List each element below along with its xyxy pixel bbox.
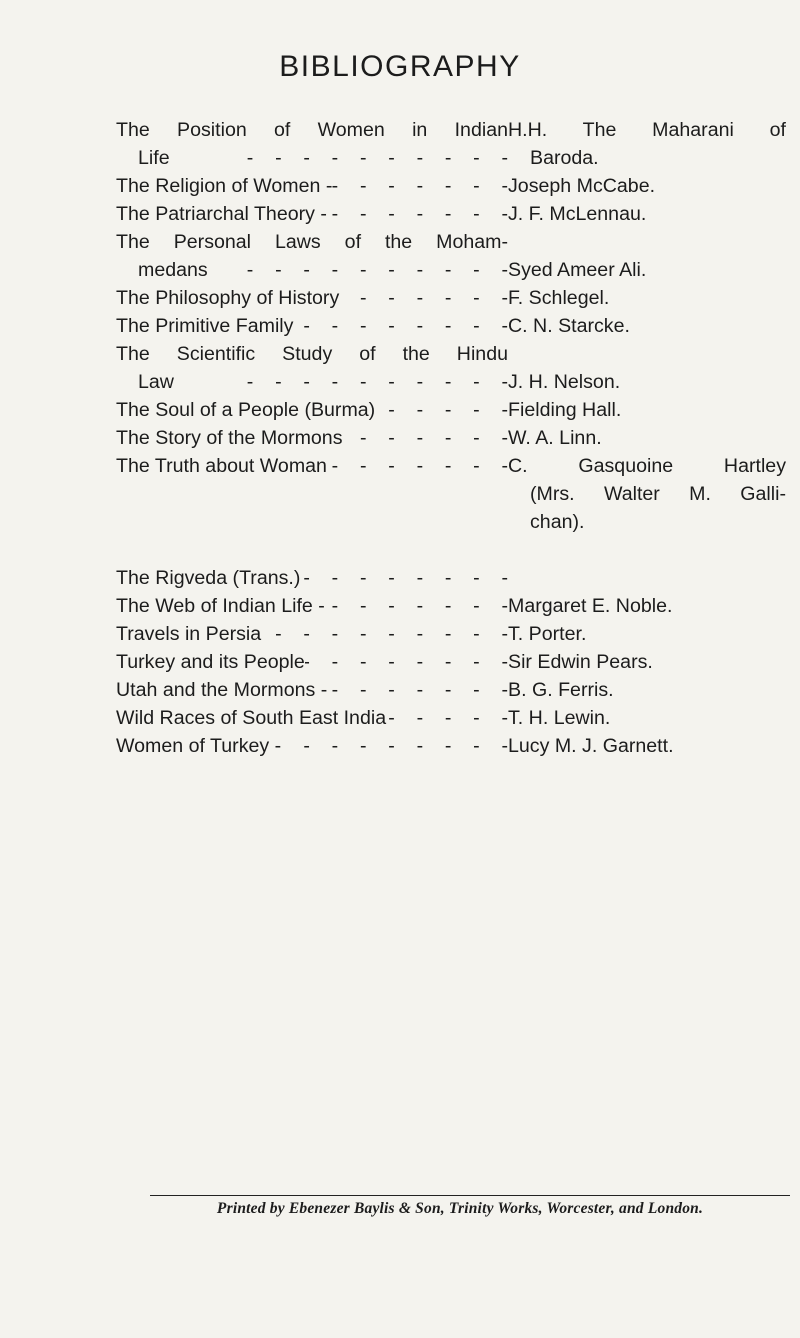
leader-dashes: [339, 284, 508, 312]
bibliography-entry: [116, 116, 786, 172]
bibliography-entry: [116, 452, 786, 536]
title-line: [116, 452, 508, 480]
leader-dashes: [208, 256, 508, 284]
entry-author: [508, 312, 786, 340]
leader-dashes: [327, 452, 508, 480]
entry-author: [508, 732, 786, 760]
entry-title: [116, 564, 508, 592]
leader-dashes: [325, 592, 508, 620]
author-line: Lucy M. J. Garnett.: [508, 735, 674, 757]
author-line: Fielding Hall.: [508, 399, 622, 421]
entry-author: [508, 676, 786, 704]
bibliography-entry: [116, 424, 786, 452]
leader-dashes: [332, 172, 508, 200]
leader-dashes: [343, 424, 508, 452]
title-line: [116, 284, 508, 312]
entry-title: [116, 284, 508, 312]
author-line: Joseph McCabe.: [508, 175, 656, 197]
bibliography-entry: [116, 340, 786, 396]
entry-author: [508, 116, 786, 172]
title-text: The Story of the Mormons: [116, 427, 343, 449]
title-text: The Religion of Women -: [116, 175, 333, 197]
title-line: [116, 368, 508, 396]
entry-title: [116, 732, 508, 760]
entry-author: [508, 704, 786, 732]
title-text: Turkey and its People: [116, 651, 305, 673]
author-line: (Mrs. Walter M. Galli-: [530, 483, 786, 505]
title-line: [116, 228, 508, 256]
title-line: [116, 676, 508, 704]
title-text: Life: [138, 147, 170, 169]
bibliography-entry: [116, 312, 786, 340]
leader-dashes: [375, 396, 508, 424]
title-line: [116, 172, 508, 200]
title-line: [116, 564, 508, 592]
entry-author: [508, 620, 786, 648]
entry-author: [508, 424, 786, 452]
bibliography-entry: [116, 564, 786, 592]
author-line: F. Schlegel.: [508, 287, 610, 309]
title-text: Law: [138, 371, 174, 393]
title-line: [116, 340, 508, 368]
bibliography-entry: [116, 648, 786, 676]
printer-imprint: Printed by Ebenezer Baylis & Son, Trinity Works, Worcester, and London.: [216, 1200, 704, 1217]
author-line: Margaret E. Noble.: [508, 595, 673, 617]
entry-author: [508, 648, 786, 676]
entry-title: [116, 228, 508, 284]
entry-title: [116, 200, 508, 228]
leader-dashes: [261, 620, 508, 648]
author-line: chan).: [530, 511, 585, 533]
bibliography-entry: [116, 592, 786, 620]
author-line: Baroda.: [530, 147, 599, 169]
author-line: H.H. The Maharani of: [508, 119, 786, 141]
title-line: [116, 648, 508, 676]
leader-dashes: [300, 564, 508, 592]
title-line: [116, 592, 508, 620]
bibliography-entry: [116, 704, 786, 732]
title-text: The Scientific Study of the Hindu: [116, 343, 508, 365]
title-text: The Web of Indian Life -: [116, 595, 325, 617]
entry-title: [116, 592, 508, 620]
leader-dashes: [305, 648, 508, 676]
title-line: [116, 732, 508, 760]
bibliography-entry: [116, 620, 786, 648]
title-text: The Patriarchal Theory -: [116, 203, 327, 225]
bibliography-entry: [116, 228, 786, 284]
title-line: [116, 144, 508, 172]
leader-dashes: [327, 200, 508, 228]
title-text: The Primitive Family: [116, 315, 294, 337]
entry-title: [116, 676, 508, 704]
bibliography-entry: [116, 396, 786, 424]
footer-rule: [150, 1195, 790, 1196]
bibliography-list: [116, 116, 786, 760]
author-line: Syed Ameer Ali.: [508, 259, 647, 281]
entry-author: [508, 452, 786, 536]
title-line: [116, 312, 508, 340]
author-line: W. A. Linn.: [508, 427, 602, 449]
author-line: J. H. Nelson.: [508, 371, 621, 393]
author-line: [508, 564, 786, 592]
author-line: [508, 340, 786, 368]
bibliography-entry: [116, 172, 786, 200]
title-text: Utah and the Mormons -: [116, 679, 328, 701]
title-text: medans: [138, 259, 208, 281]
printer-footer: [0, 1200, 800, 1218]
author-line: Sir Edwin Pears.: [508, 651, 653, 673]
leader-dashes: [170, 144, 508, 172]
bibliography-entry: [116, 732, 786, 760]
title-text: The Truth about Woman: [116, 455, 327, 477]
entry-title: [116, 452, 508, 536]
entry-author: [508, 228, 786, 284]
title-text: Travels in Persia: [116, 623, 262, 645]
entry-author: [508, 284, 786, 312]
title-line: [116, 200, 508, 228]
entry-author: [508, 564, 786, 592]
author-line: B. G. Ferris.: [508, 679, 614, 701]
entry-title: [116, 116, 508, 172]
title-text: The Rigveda (Trans.): [116, 567, 301, 589]
bibliography-entry: [116, 676, 786, 704]
entry-title: [116, 648, 508, 676]
leader-dashes: [174, 368, 508, 396]
title-line: [116, 704, 508, 732]
entry-title: [116, 340, 508, 396]
entry-title: [116, 704, 508, 732]
title-text: The Personal Laws of the Moham-: [116, 231, 508, 253]
entry-title: [116, 620, 508, 648]
title-text: Women of Turkey -: [116, 735, 282, 757]
author-line: C. Gasquoine Hartley: [508, 455, 786, 477]
bibliography-entry: [116, 200, 786, 228]
title-text: Wild Races of South East India: [116, 707, 387, 729]
author-line: T. Porter.: [508, 623, 587, 645]
entry-author: [508, 172, 786, 200]
title-text: The Position of Women in Indian: [116, 119, 508, 141]
entry-title: [116, 424, 508, 452]
entry-author: [508, 396, 786, 424]
leader-dashes: [386, 704, 508, 732]
entry-title: [116, 312, 508, 340]
entry-author: [508, 592, 786, 620]
title-line: [116, 396, 508, 424]
author-line: J. F. McLennau.: [508, 203, 647, 225]
entry-title: [116, 396, 508, 424]
entry-title: [116, 172, 508, 200]
title-line: [116, 620, 508, 648]
title-text: The Philosophy of History: [116, 287, 340, 309]
page-heading: BIBLIOGRAPHY: [279, 50, 521, 83]
title-text: The Soul of a People (Burma): [116, 399, 376, 421]
leader-dashes: [281, 732, 508, 760]
title-line: [116, 256, 508, 284]
entry-author: [508, 200, 786, 228]
title-line: [116, 424, 508, 452]
author-line: T. H. Lewin.: [508, 707, 611, 729]
author-line: [508, 228, 786, 256]
entry-author: [508, 340, 786, 396]
author-line: C. N. Starcke.: [508, 315, 630, 337]
title-line: [116, 116, 508, 144]
leader-dashes: [293, 312, 508, 340]
bibliography-entry: [116, 284, 786, 312]
leader-dashes: [327, 676, 508, 704]
